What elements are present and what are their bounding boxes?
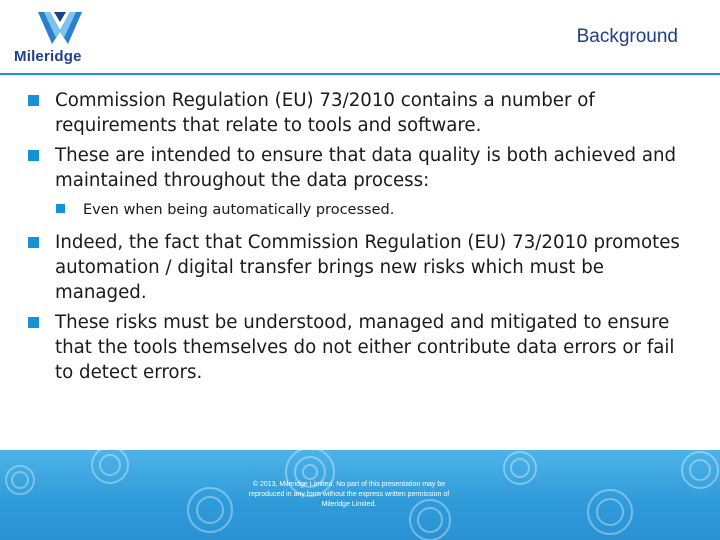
bullet-square-icon <box>28 317 39 328</box>
bullet-square-icon <box>56 204 65 213</box>
copyright-notice: © 2013, Mileridge Limited. No part of this presentation may be reproduced in any form without the express written permission of Mileridge Limited. <box>248 481 450 508</box>
footer-banner <box>0 450 720 540</box>
header-divider <box>0 73 720 75</box>
bullet-square-icon <box>28 150 39 161</box>
bullet-square-icon <box>28 95 39 106</box>
mileridge-logo-icon <box>36 8 84 48</box>
sub-bullet-text: Even when being automatically processed. <box>83 202 395 218</box>
slide-title: Background <box>576 26 678 47</box>
bullet-square-icon <box>28 237 39 248</box>
bullet-item <box>28 310 688 385</box>
logo-text: Mileridge <box>14 48 82 65</box>
bullet-list <box>28 88 688 390</box>
bullet-item <box>28 88 688 138</box>
bullet-text: These are intended to ensure that data quality is both achieved and maintained throughout the data process: <box>55 145 677 191</box>
bullet-text: These risks must be understood, managed and mitigated to ensure that the tools themselves do not either contribute data errors or fail to detect errors. <box>55 312 675 383</box>
mileridge-logo <box>14 8 110 68</box>
bullet-item <box>28 230 688 305</box>
bullet-item <box>28 143 688 193</box>
sub-bullet-item <box>56 199 688 221</box>
bullet-text: Indeed, the fact that Commission Regulation (EU) 73/2010 promotes automation / digital transfer brings new risks which must be managed. <box>55 232 680 303</box>
bullet-text: Commission Regulation (EU) 73/2010 contains a number of requirements that relate to tools and software. <box>55 90 595 136</box>
